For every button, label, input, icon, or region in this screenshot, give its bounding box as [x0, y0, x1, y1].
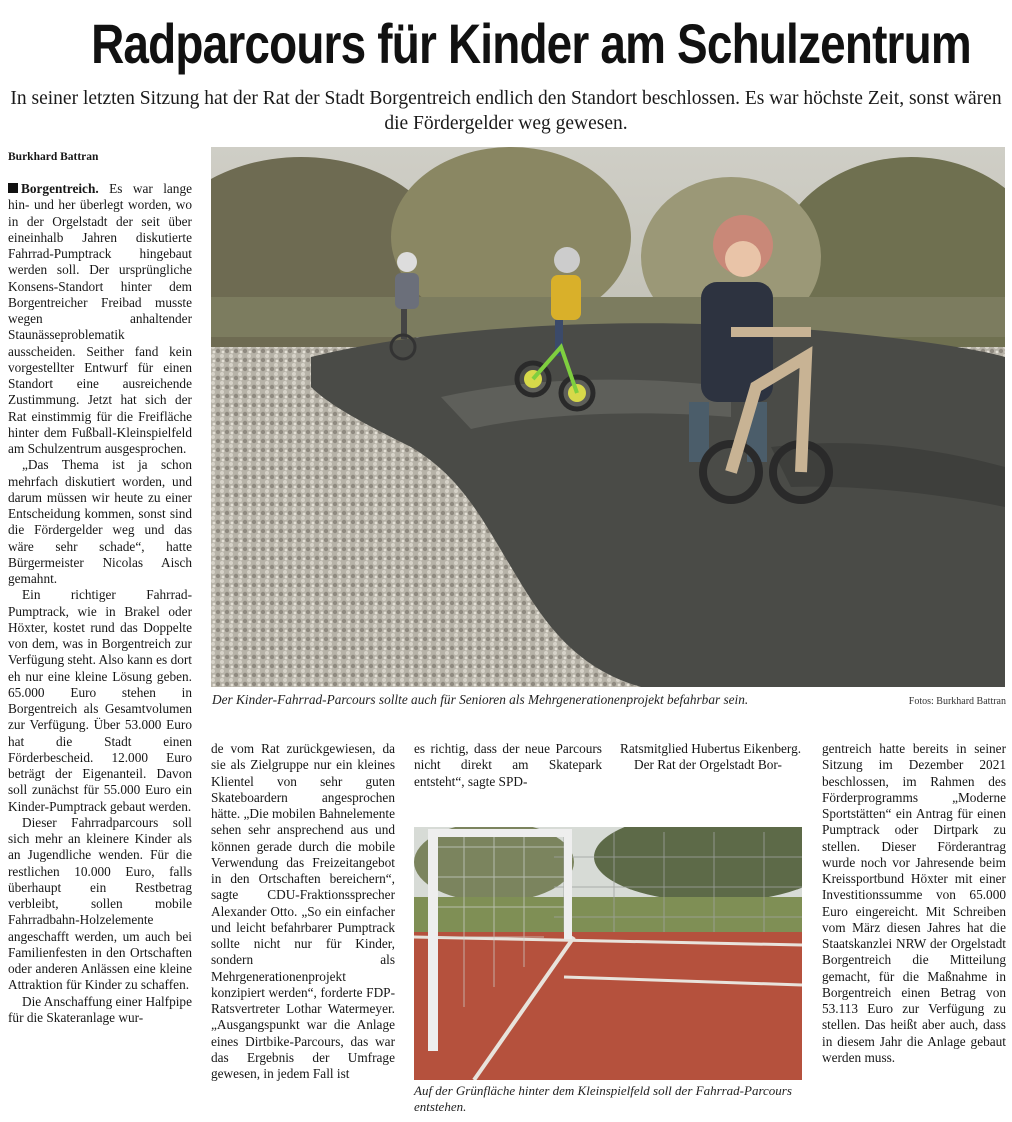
dateline: Borgentreich.	[21, 181, 99, 196]
photo-credit: Fotos: Burkhard Battran	[908, 696, 1006, 707]
subheadline: In seiner letzten Sitzung hat der Rat der Stadt Borgentreich endlich den Standort beschlossen. Es war höchste Zeit, sonst wären die Fördergelder weg gewesen.	[10, 88, 1002, 134]
paragraph: „Das Thema ist ja schon mehrfach diskutiert worden, und darum müssen wir heute zu einer Entscheidung kommen, sonst sind die Fördergelder weg und das wäre sehr schade“, hatte Bürgermeister Nicolas Aisch gemahnt.	[8, 457, 192, 586]
pumptrack-illustration	[211, 147, 1005, 687]
article-column-5	[822, 741, 1006, 1066]
paragraph: Die Anschaffung einer Halfpipe für die Skateranlage wur-	[8, 993, 192, 1025]
headline: Radparcours für Kinder am Schulzentrum	[91, 12, 971, 75]
article-column-1	[8, 181, 192, 1026]
photo-caption: Auf der Grünfläche hinter dem Kleinspielfeld soll der Fahrrad-Parcours entstehen.	[414, 1083, 792, 1114]
paragraph: gentreich hatte bereits in seiner Sitzung im Dezember 2021 beschlossen, im Rahmen des Förderprogramms „Moderne Sportstätten“ ein Antrag für einen Pumptrack oder Dirtpark zu stellen. Dieser Förderantrag wurde noch vor Jahresende beim Kreissportbund Höxter mit einer Investitionssumme von 65.000 Euro eingereicht. Mit Schreiben vom März diesen Jahres hat die Staatskanzlei NRW der Orgelstadt Borgentreich die Mitteilung gemacht, für die Maßnahme in Borgentreich einen Betrag von 53.113 Euro zur Verfügung zu stellen. Das heißt aber auch, dass in diesem Jahr die Anlage gebaut werden muss.	[822, 741, 1006, 1065]
paragraph: Der Rat der Orgelstadt Bor-	[634, 757, 782, 773]
pumptrack-photo	[211, 147, 1005, 687]
article-column-2	[211, 741, 395, 1082]
article-column-3	[414, 741, 602, 790]
article-column-4	[620, 741, 806, 774]
dateline-square-icon	[8, 183, 18, 193]
paragraph: de vom Rat zurückgewiesen, da sie als Zielgruppe nur ein kleines Klientel von sehr guten Skateboardern angesprochen hätte. „Die mobilen Bahnelemente sehen sehr ansprechend aus und können gerade durch die mobile Verwendung das Freizeitangebot in den Ortschaften bereichern“, sagte CDU-Fraktionssprecher Alexander Otto. „So ein einfacher und leicht befahrbarer Pumptrack sollte nicht nur für Kinder, sondern als Mehrgenerationenprojekt konzipiert werden“, forderte FDP-Ratsvertreter Lothar Watermeyer. „Ausgangspunkt war die Anlage eines Dirtbike-Parcours, das war das Ergebnis der Umfrage gewesen, in jedem Fall ist	[211, 741, 395, 1081]
paragraph-text: Es war lange hin- und her überlegt worden, wo in der Orgelstadt der seit über eineinhalb Jahren diskutierte Fahrrad-Pumptrack hingebaut werden soll. Der ursprüngliche Konsens-Standort hinter dem Borgentreicher Freibad musste wegen anhaltender Staunässeproblematik ausscheiden. Seither fand kein vorgestellter Entwurf für einen Standort eine ausreichende Zustimmung. Jetzt hat sich der Rat einstimmig für die Freifläche hinter dem Fußball-Kleinspielfeld am Schulzentrum ausgesprochen.	[8, 181, 192, 456]
author-byline: Burkhard Battran	[8, 151, 99, 163]
paragraph	[8, 181, 192, 457]
paragraph: Dieser Fahrradparcours soll sich mehr an kleinere Kinder als an Jugendliche wenden. Für die restlichen 10.000 Euro, falls überhaupt ein Restbetrag verbleibt, sollen mobile Fahrradbahn-Holzelemente angeschafft werden, um auch bei Familienfesten in den Ortschaften oder anderen Anlässen eine kleine Attraktion für Kinder zu schaffen.	[8, 814, 192, 993]
sports-field-photo	[414, 827, 802, 1080]
photo-caption: Der Kinder-Fahrrad-Parcours sollte auch für Senioren als Mehrgenerationenprojekt befahrbar sein.	[212, 692, 749, 707]
paragraph: Ein richtiger Fahrrad-Pumptrack, wie in Brakel oder Höxter, kostet rund das Doppelte von dem, was in Borgentreich zur Verfügung steht. Also kann es dort eh nur eine kleine Lösung geben. 65.000 Euro stehen in Borgentreich als Gesamtvolumen zur Verfügung. Über 53.000 Euro hat die Stadt einen Förderbescheid. 12.000 Euro beträgt der Eigenanteil. Davon soll zunächst für 55.000 Euro ein Kinder-Pumptrack gebaut werden.	[8, 587, 192, 814]
paragraph: es richtig, dass der neue Parcours nicht direkt am Skatepark entsteht“, sagte SPD-	[414, 741, 602, 789]
paragraph: Ratsmitglied Hubertus Eikenberg.	[620, 741, 802, 756]
sports-field-illustration	[414, 827, 802, 1080]
